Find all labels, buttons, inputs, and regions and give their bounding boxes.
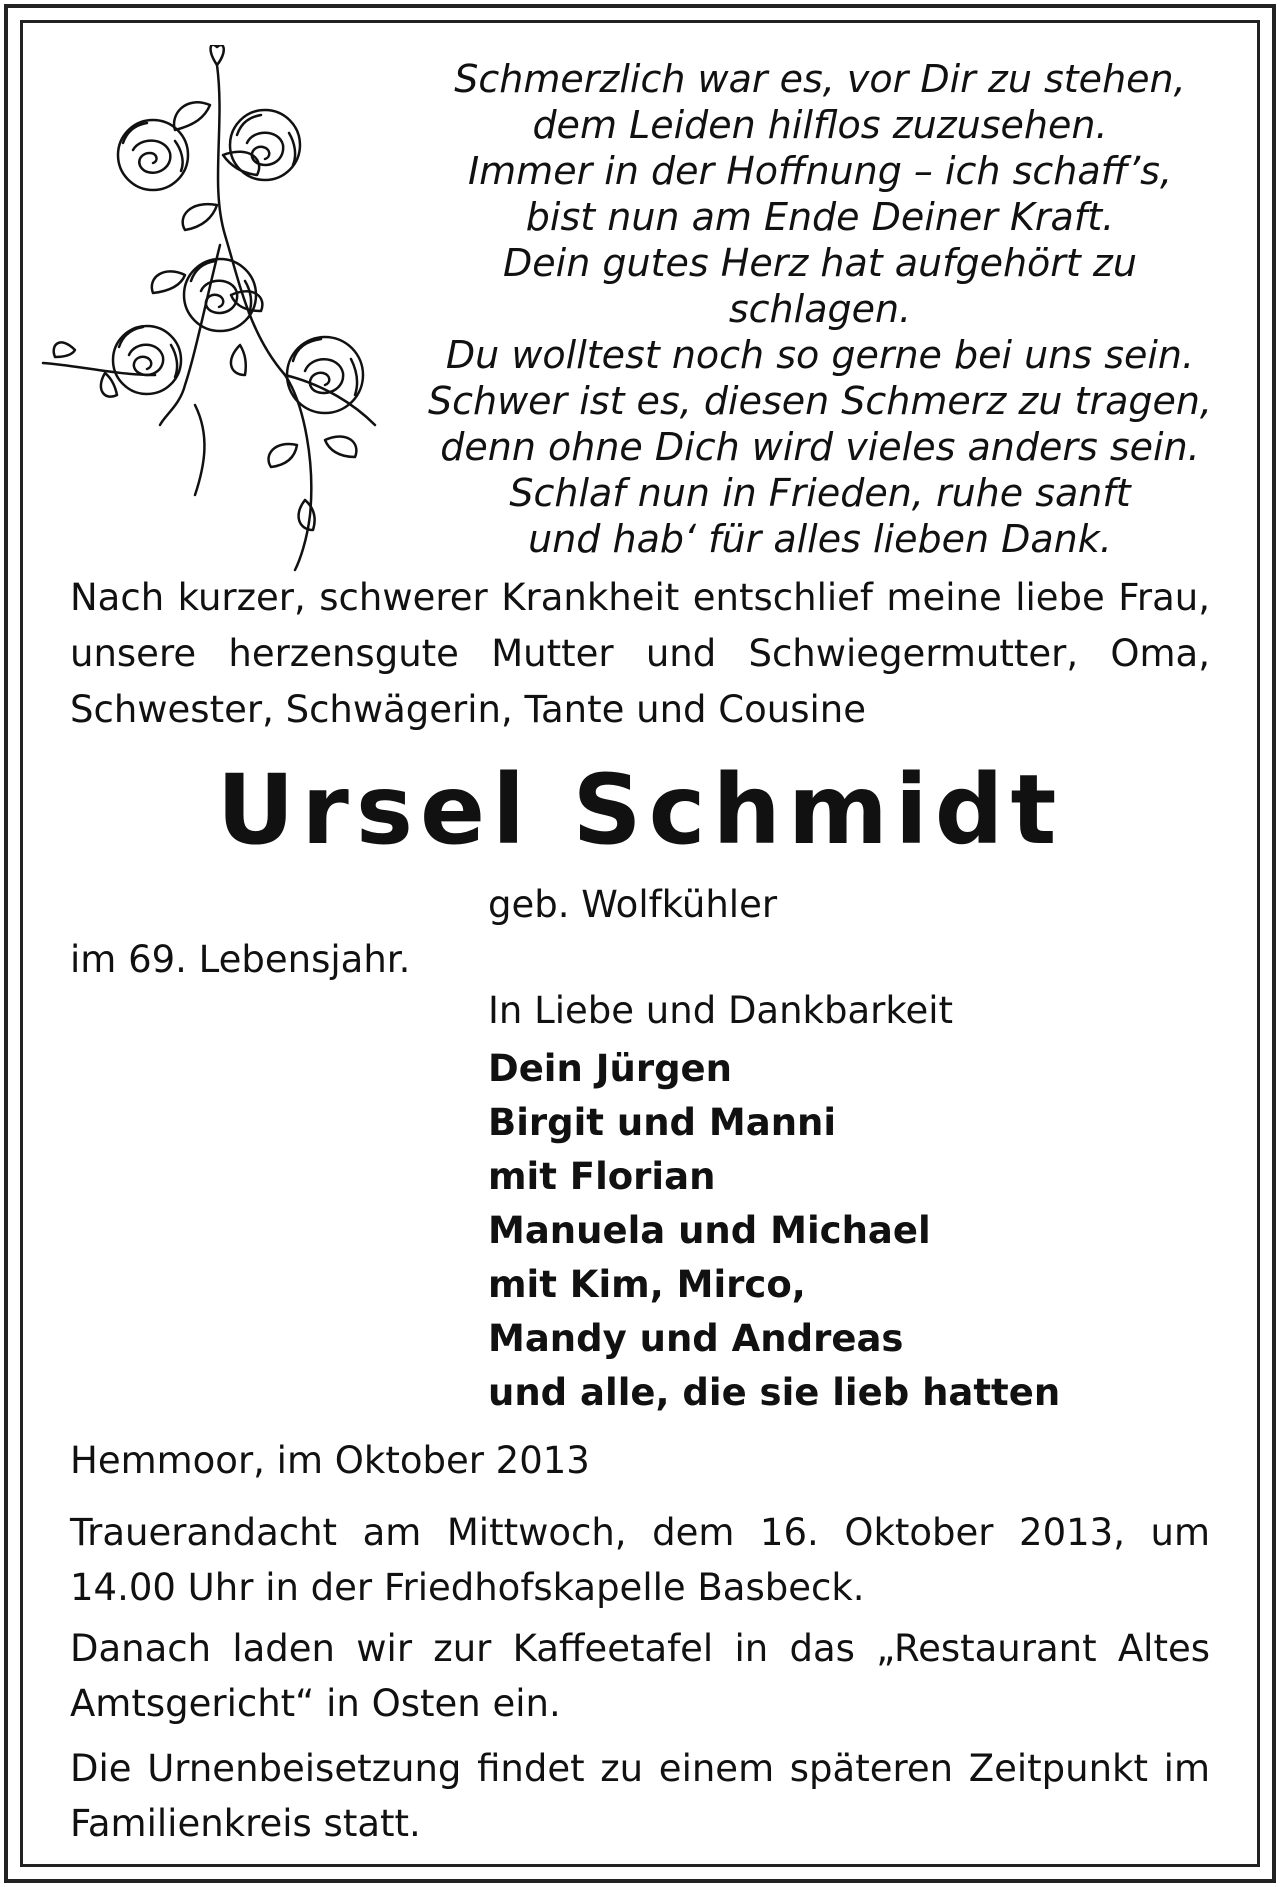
- maiden-name: geb. Wolfkühler: [488, 883, 778, 926]
- poem-line: bist nun am Ende Deiner Kraft.: [525, 195, 1115, 239]
- poem-line: Schwer ist es, diesen Schmerz zu tragen,: [427, 379, 1213, 423]
- poem-line: dem Leiden hilflos zuzusehen.: [532, 103, 1108, 147]
- family-member: Dein Jürgen: [488, 1047, 732, 1090]
- family-member: Mandy und Andreas: [488, 1317, 904, 1360]
- poem-line: Schlaf nun in Frieden, ruhe sanft: [509, 471, 1131, 515]
- poem-line: Du wolltest noch so gerne bei uns sein.: [445, 333, 1195, 377]
- burial-info: Die Urnenbeisetzung findet zu einem späteren Zeitpunkt im Familienkreis statt.: [70, 1747, 1210, 1845]
- poem-line: und hab‘ für alles lieben Dank.: [528, 517, 1112, 561]
- family-member: Manuela und Michael: [488, 1209, 931, 1252]
- poem-line: Dein gutes Herz hat aufgehört zu schlagen.: [503, 241, 1137, 331]
- family-member: Birgit und Manni: [488, 1101, 837, 1144]
- rose-branch-icon: [35, 45, 425, 575]
- family-member: mit Florian: [488, 1155, 716, 1198]
- poem-line: Immer in der Hoffnung – ich schaff’s,: [467, 149, 1173, 193]
- age-text: im 69. Lebensjahr.: [70, 938, 411, 981]
- place-date: Hemmoor, im Oktober 2013: [70, 1439, 590, 1482]
- thanks-line: In Liebe und Dankbarkeit: [488, 989, 954, 1032]
- poem: [420, 56, 1220, 562]
- coffee-info: Danach laden wir zur Kaffeetafel in das „Restaurant Altes Amtsgericht“ in Osten ein.: [70, 1627, 1210, 1725]
- poem-line: Schmerzlich war es, vor Dir zu stehen,: [454, 57, 1186, 101]
- family-list: [488, 1042, 1060, 1420]
- poem-line: denn ohne Dich wird vieles anders sein.: [440, 425, 1200, 469]
- intro-text: Nach kurzer, schwerer Krankheit entschlief meine liebe Frau, unsere herzensgute Mutter und Schwiegermutter, Oma, Schwester, Schwägerin, Tante und Cousine: [70, 576, 1210, 731]
- deceased-name: Ursel Schmidt: [216, 754, 1064, 866]
- family-member: mit Kim, Mirco,: [488, 1263, 806, 1306]
- family-member: und alle, die sie lieb hatten: [488, 1371, 1061, 1414]
- service-info: Trauerandacht am Mittwoch, dem 16. Oktober 2013, um 14.00 Uhr in der Friedhofskapelle Basbeck.: [70, 1511, 1210, 1609]
